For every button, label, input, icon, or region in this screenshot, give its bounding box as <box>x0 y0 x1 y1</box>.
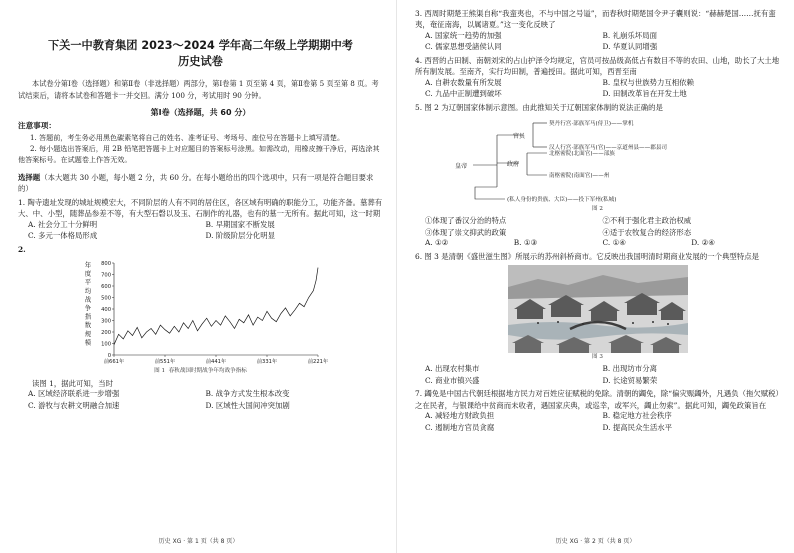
question-5-stem: 5. 图 2 为辽朝国家体制示意图。由此推知关于辽朝国家体制的说法正确的是 <box>415 102 663 112</box>
y-axis-label-char: 战 <box>84 295 92 304</box>
option-b: B. 稳定地方社会秩序 <box>602 411 672 421</box>
question-6-options <box>415 364 780 386</box>
statement-2: ②不利于强化君主政治权威 <box>602 216 692 226</box>
y-tick-label: 600 <box>101 284 111 290</box>
question-5-items <box>415 216 780 238</box>
y-tick-label: 0 <box>107 353 111 359</box>
question-3-stem: 3. 西周时期楚王熊渠自称“我蛮夷也，不与中国之号谥”，而春秋时期楚国令尹子囊则说：“赫赫楚国……抚有蛮夷，奄征南海，以属诸夏。”这一变化反映了 <box>415 9 776 30</box>
y-axis-label-char: 平 <box>84 278 92 287</box>
option-a: A. 减轻地方财政负担 <box>425 411 495 421</box>
option-c: C. 商业市镇兴盛 <box>425 375 480 385</box>
option-a: A. 自耕农数量有所发展 <box>425 77 502 87</box>
option-c: C. 九品中正制遭到破坏 <box>425 89 502 99</box>
option-a: A. 国家统一趋势的加强 <box>425 30 502 40</box>
question-7-options <box>415 411 780 433</box>
diagram-node: 汉人行宫·部族军马(官)——京道州县——郡县司 <box>549 145 668 152</box>
notice-heading: 注意事项： <box>18 120 56 130</box>
y-tick-label: 300 <box>101 318 111 325</box>
notice-item-1: 1. 答题前，考生务必用黑色碳素笔将自己的姓名、准考证号、考场号、座位号在答题卡上填写清楚。 <box>30 132 345 142</box>
diagram-root: 皇帝 <box>455 163 468 171</box>
x-tick-label: 前551年 <box>154 359 176 365</box>
x-tick-label: 前331年 <box>256 359 278 365</box>
exam-subtitle: 历史试卷 <box>178 55 223 69</box>
option-b: B. 礼崩乐坏局面 <box>602 30 657 40</box>
chart-title: 春秋战国时期战争年均战争指标 <box>168 368 247 374</box>
x-tick-label: 前221年 <box>307 359 329 365</box>
choice-section-label: 选择题 <box>18 172 41 182</box>
option-b: B. ①③ <box>513 238 538 248</box>
question-6-stem: 6. 图 3 是清朝《盛世滋生图》所展示的苏州斜桥商市。它反映出我国明清时期商业发展的一个典型特点是 <box>415 251 759 261</box>
option-a: A. ①② <box>425 238 449 248</box>
y-axis-label-char: 模 <box>84 338 92 347</box>
page-2 <box>397 0 794 553</box>
option-d: D. 田制改革旨在开发土地 <box>602 89 687 99</box>
y-tick-label: 500 <box>101 295 111 302</box>
option-b: B. 战争方式发生根本改变 <box>205 389 290 399</box>
chart-caption: 图 1 春秋战国时期战争年均战争指标 <box>154 368 247 374</box>
suzhou-market-illustration <box>508 265 688 353</box>
option-a: A. 出现农村集市 <box>425 364 480 374</box>
option-d: D. 阶级阶层分化明显 <box>205 231 275 241</box>
question-2-number: 2. <box>18 244 26 254</box>
question-2-options <box>18 389 383 411</box>
x-tick-label: 前661年 <box>103 359 125 365</box>
diagram-group-officials: 官员 <box>513 133 526 141</box>
option-c: C. ①④ <box>602 238 626 248</box>
option-c: C. 多元一体格局形成 <box>28 231 98 241</box>
x-tick-label: 前441年 <box>205 359 227 365</box>
question-3-options <box>415 31 780 53</box>
diagram-node: 南枢密院(南面官)——州 <box>549 173 610 180</box>
y-axis-label-char: 均 <box>84 286 92 295</box>
exam-intro: 本试卷分第Ⅰ卷（选择题）和第Ⅱ卷（非选择题）两部分，第Ⅰ卷第 1 页至第 4 页，第Ⅱ卷第 5 页至第 8 页。考试结束后，请将本试卷和答题卡一并交回。满分 100 分，考试用时 90 分钟。 <box>18 79 379 100</box>
question-1-options <box>18 220 383 242</box>
option-b: B. 出现坊市分离 <box>602 364 657 374</box>
option-d: D. 长途贸易繁荣 <box>602 375 658 385</box>
page-footer: 历史 XG · 第 2 页（共 8 页） <box>555 538 636 546</box>
diagram-group-government: 政府 <box>507 161 520 169</box>
diagram-node: 北枢密院(北面官)——部族 <box>549 151 615 158</box>
question-4-options <box>415 78 780 100</box>
liao-system-diagram <box>415 113 780 205</box>
statement-4: ④适于农牧复合的经济形态 <box>602 227 692 237</box>
option-d: D. 华夏认同增强 <box>602 42 658 52</box>
option-c: C. 游牧与农耕文明融合加速 <box>28 400 120 410</box>
option-b: B. 早期国家不断发展 <box>205 219 275 229</box>
option-b: B. 皇权与世族势力互相依赖 <box>602 77 694 87</box>
question-7-stem: 7. 蠲免是中国古代朝廷根据地方民力对百姓应征赋税的免除。清朝的蠲免，除“偏灾赈蠲外，凡遇负（拖欠赋税）之在民者，与银课给中贫商而未收者，遇国家庆典，或巡幸，或军兴，蠲止勿索”。据此可知，蠲免政策旨在 <box>415 389 780 410</box>
diagram-node: (私人身份的贵族、大臣)——投下军州(私城) <box>507 197 617 204</box>
notice-item-2: 2. 每小题选出答案后，用 2B 铅笔把答题卡上对应题目的答案标号涂黑。如需改动，用橡皮擦干净后，再选涂其他答案标号。在试题卷上作答无效。 <box>18 143 380 165</box>
y-axis-label-char: 数 <box>84 321 92 330</box>
photo-caption: 图 3 <box>592 354 603 361</box>
y-axis-label-char: 度 <box>84 269 92 278</box>
war-index-chart <box>18 255 383 367</box>
question-4-stem: 4. 西晋的占田制、南朝刘宋的占山护泽令均规定，官员可按品级高低占有数目不等的农田、山地，助长了大土地所有制发展。至南齐，实行均田制，普遍授田。据此可知，西晋至南 <box>415 55 780 77</box>
page-footer: 历史 XG · 第 1 页（共 8 页） <box>158 538 239 546</box>
y-tick-label: 200 <box>101 330 111 336</box>
question-5-options <box>415 238 780 249</box>
diagram-caption: 图 2 <box>592 206 603 213</box>
question-1-stem: 1. 陶寺遗址发现的城址规模宏大，不同阶层的人有不同的居住区，各区域有明确的职能分工，功能齐备。墓葬有大、中、小型，随葬品参差不等，有大型石磬以及玉、石制作的礼器，也有的墓一无所有。据此可知，这一时期 <box>18 197 383 219</box>
question-2-stem: 读图 1，据此可知，当时 <box>32 378 113 388</box>
diagram-node: 契丹行宫·部族军马(侍卫)——掌机 <box>549 121 634 128</box>
y-tick-label: 100 <box>101 341 111 348</box>
statement-3: ③体现了崇文抑武的政策 <box>425 227 507 237</box>
choice-section-intro <box>18 172 383 195</box>
y-tick-label: 400 <box>101 307 111 313</box>
y-axis-label-char: 规 <box>84 329 92 338</box>
exam-title: 下关一中教育集团 2023～2024 学年高二年级上学期期中考 <box>47 39 353 52</box>
option-c: C. 儒家思想受諸侯认同 <box>425 42 502 52</box>
option-d: D. 区域性大国间冲突加剧 <box>205 400 290 410</box>
option-c: C. 遏制地方官员贪腐 <box>425 422 495 432</box>
option-a: A. 区域经济联系进一步增强 <box>28 389 120 399</box>
y-axis-label-char: 年 <box>84 261 92 269</box>
statement-1: ①体现了番汉分治的特点 <box>425 216 507 226</box>
y-tick-label: 800 <box>101 261 111 267</box>
series-line <box>114 268 318 345</box>
choice-section-text: （本大题共 30 小题，每小题 2 分，共 60 分。在每小题给出的四个选项中，只有一项是符合题目要求的） <box>18 172 374 194</box>
option-d: D. ②④ <box>691 238 715 248</box>
y-tick-label: 700 <box>101 272 111 279</box>
option-a: A. 社会分工十分鲜明 <box>28 219 98 229</box>
y-axis-label-char: 指 <box>84 312 92 321</box>
option-d: D. 提高民众生活水平 <box>602 422 672 432</box>
section-heading: 第Ⅰ卷（选择题，共 60 分） <box>150 108 251 118</box>
y-axis-label-char: 争 <box>84 304 92 312</box>
